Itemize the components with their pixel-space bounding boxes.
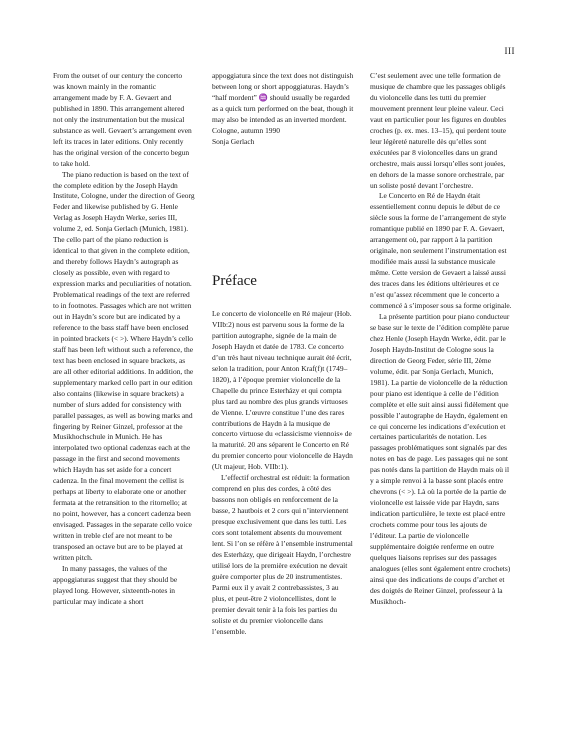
english-continuation: appoggiatura since the text does not distinguish between long or short appoggiaturas. Haydn’s “half mordent” ♒ should usually be regarded as a quick turn performed on the beat, though it may also be intended as an inverted mordent. <box>212 71 354 124</box>
english-paragraph-2: The piano reduction is based on the text of the complete edition by the Joseph Haydn Institute, Cologne, under the direction of Georg Feder and likewise published by G. Henle Verlag as Joseph Haydn Werke, series III, volume 2, ed. Sonja Gerlach (Munich, 1981). The cello part of the piano reduction is identical to that given in the complete edition, and thereby follows Haydn’s autograph as closely as possible, even with regard to expression marks and peculiarities of notation. Problematical readings of the text are referred to in footnotes. Passages which are not written out in Haydn’s score but are indicated by a reference to the bass staff have been enclosed in pointed brackets (< >). Where Haydn’s cello staff has been left without such a reference, the text has been enclosed in square brackets, as are all other editorial additions. In addition, the supplementary marked cello part in our edition also contains (likewise in square brackets) a number of slurs added for consistency with parallel passages, as well as bowing marks and fingering by Reiner Ginzel, professor at the Musikhochschule in Munich. He has interpolated two optional cadenzas each at the passage in the first and second movements which Haydn has set aside for a concert cadenza. In the final movement the cellist is perhaps at liberty to elaborate one or another fermata at the retransition to the ritornello; at no point, however, has a concert cadenza been envisaged. Passages in the separate cello voice written in treble clef are not meant to be transposed an octave but are to be played at written pitch. <box>53 169 195 562</box>
french-paragraph-2: L’effectif orchestral est réduit: la formation comprend en plus des cordes, à côté des bassons non obligés en renforcement de la basse, 2 hautbois et 2 cors qui n’interviennent presque exclusivement que dans les tutti. Les cors sont totalement absents du mouvement lent. Si l’on se réfère à l’ensemble instrumental des Esterházy, que dirigeait Haydn, l’orchestre utilisé lors de la première exécution ne devait guère comporter plus de 20 instrumentistes. Parmi eux il y avait 2 contrebassistes, 3 au plus, et peut-être 2 violoncellistes, dont le premier devait tenir à la fois les parties du soliste et du premier violoncelle dans l’ensemble. <box>212 473 353 636</box>
signature-place: Cologne, autumn 1990 <box>212 125 280 135</box>
french-paragraph-5: La présente partition pour piano conducteur se base sur le texte de l’édition complète parue chez Henle (Joseph Haydn Werke, édit. par le Joseph Haydn-Institut de Cologne sous la direction de Georg Feder, série III, 2ème volume, édit. par Sonja Gerlach, Munich, 1981). La partie de violoncelle de la réduction pour piano est identique à celle de l’édition complète et elle suit ainsi aussi fidèlement que possible l’autographe de Haydn, également en ce qui concerne les indications d’exécution et certaines particularités de notation. Les passages problématiques sont signalés par des notes en bas de page. Les passages qui ne sont pas notés dans la partition de Haydn mais où il y a simple renvoi à la basse sont placés entre chevrons (< >). Là où la portée de la partie de violoncelle est laissée vide par Haydn, sans indication particulière, le texte est placé entre crochets comme pour tous les ajouts de l’éditeur. La partie de violoncelle supplémentaire doigtée renferme en outre quelques liaisons reprises sur des passages analogues (elles sont également entre crochets) ainsi que des indications de coups d’archet et des doigtés de Reiner Ginzel, professeur à la Musikhoch- <box>370 311 511 606</box>
french-paragraph-4: Le Concerto en Ré de Haydn était essentiellement connu depuis le début de ce siècle sous la forme de l’arrangement de style romantique publié en 1890 par F. A. Gevaert, arrangement où, par rapport à la partition originale, non seulement l’instrumentation est modifiée mais aussi la substance musicale même. Cette version de Gevaert a laissé aussi des traces dans les éditions ultérieures et ce n’est qu’assez récemment que le concerto a commencé à s’imposer sous sa forme originale. <box>370 191 512 311</box>
french-paragraph-3: C’est seulement avec une telle formation de musique de chambre que les passages obligés du violoncelle dans les tutti du premier mouvement prennent leur pleine valeur. Ceci vaut en particulier pour les figures en doubles croches (p. ex. mes. 13–15), qui perdent toute leur légèreté naturelle dès qu’elles sont exécutées par 8 violoncelles dans un grand orchestre, mais aussi lorsqu’elles sont jouées, en dehors de la masse sonore orchestrale, par un soliste posté devant l’orchestre. <box>370 71 507 190</box>
french-paragraph-1: Le concerto de violoncelle en Ré majeur (Hob. VIIb:2) nous est parvenu sous la forme de la partition autographe, signée de la main de Joseph Haydn et datée de 1783. Ce concerto d’un très haut niveau technique aurait été écrit, selon la tradition, pour Anton Kraf(f)t (1749–1820), à l’époque premier violoncelle de la Chapelle du prince Esterházy et qui compta plus tard au nombre des plus grands virtuoses de Vienne. L’œuvre constitue l’une des rares contributions de Haydn à la musique de concerto virtuose du «classicisme viennois» de la maturité. 20 ans séparent le Concerto en Ré du premier concerto pour violoncelle de Haydn (Ut majeur, Hob. VIIb:1). <box>212 309 353 472</box>
english-continuation-column <box>212 71 354 148</box>
english-paragraph-1: From the outset of our century the concerto was known mainly in the romantic arrangement made by F. A. Gevaert and published in 1890. This arrangement altered not only the instrumentation but the musical substance as well. Gevaert’s arrangement even left its traces in later editions. Only recently has the original version of the concerto begun to take hold. <box>53 71 192 168</box>
signature-name: Sonja Gerlach <box>212 136 255 146</box>
english-paragraph-3: In many passages, the values of the appoggiaturas suggest that they should be played long. However, sixteenth-notes in particular may indicate a short <box>53 563 178 606</box>
english-column <box>53 71 195 608</box>
french-column-2 <box>370 71 512 608</box>
page-number: III <box>504 46 515 56</box>
french-column-1 <box>212 309 354 638</box>
preface-title: Préface <box>212 273 257 290</box>
